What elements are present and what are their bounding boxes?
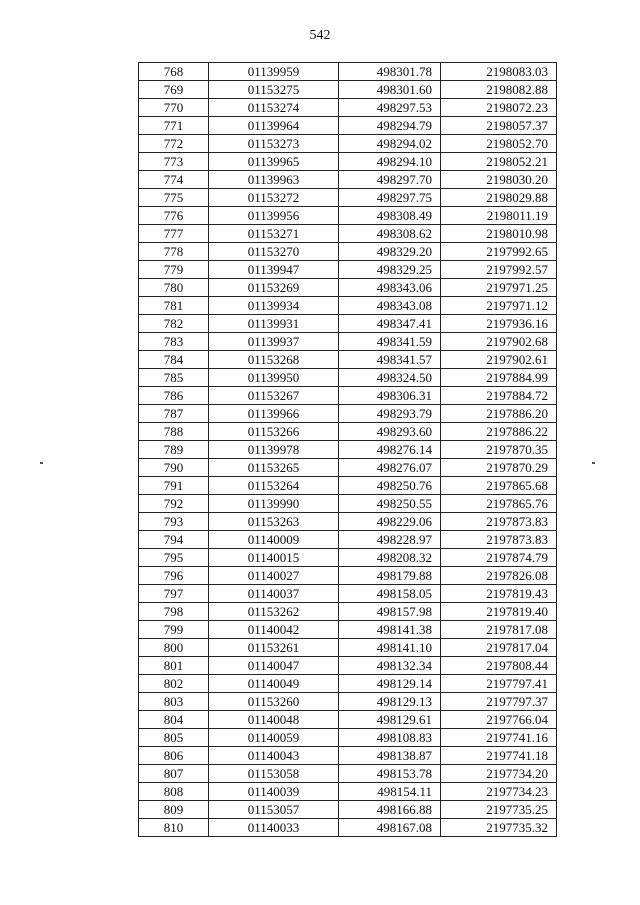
table-row	[139, 747, 557, 765]
point-code-cell: 01153267	[209, 387, 339, 405]
y-coordinate-cell: 2197874.79	[441, 549, 557, 567]
x-coordinate-cell: 498141.10	[339, 639, 441, 657]
table-row	[139, 639, 557, 657]
y-coordinate-cell: 2198010.98	[441, 225, 557, 243]
point-code-cell: 01153265	[209, 459, 339, 477]
point-number-cell: 772	[139, 135, 209, 153]
table-row	[139, 477, 557, 495]
scan-speck-left	[40, 462, 43, 464]
table-row	[139, 135, 557, 153]
point-code-cell: 01140009	[209, 531, 339, 549]
table-row	[139, 693, 557, 711]
point-code-cell: 01140049	[209, 675, 339, 693]
table-row	[139, 333, 557, 351]
y-coordinate-cell: 2197865.68	[441, 477, 557, 495]
table-row	[139, 657, 557, 675]
y-coordinate-cell: 2197817.04	[441, 639, 557, 657]
point-code-cell: 01139959	[209, 63, 339, 81]
y-coordinate-cell: 2197735.25	[441, 801, 557, 819]
point-code-cell: 01153264	[209, 477, 339, 495]
x-coordinate-cell: 498306.31	[339, 387, 441, 405]
point-code-cell: 01140059	[209, 729, 339, 747]
table-row	[139, 819, 557, 837]
table-row	[139, 423, 557, 441]
point-number-cell: 782	[139, 315, 209, 333]
point-code-cell: 01153057	[209, 801, 339, 819]
point-code-cell: 01153058	[209, 765, 339, 783]
x-coordinate-cell: 498138.87	[339, 747, 441, 765]
y-coordinate-cell: 2197992.57	[441, 261, 557, 279]
x-coordinate-cell: 498343.06	[339, 279, 441, 297]
y-coordinate-cell: 2197884.99	[441, 369, 557, 387]
point-code-cell: 01139956	[209, 207, 339, 225]
y-coordinate-cell: 2198083.03	[441, 63, 557, 81]
point-number-cell: 781	[139, 297, 209, 315]
table-row	[139, 675, 557, 693]
table-row	[139, 531, 557, 549]
x-coordinate-cell: 498153.78	[339, 765, 441, 783]
point-code-cell: 01153270	[209, 243, 339, 261]
point-number-cell: 787	[139, 405, 209, 423]
point-number-cell: 769	[139, 81, 209, 99]
point-number-cell: 789	[139, 441, 209, 459]
y-coordinate-cell: 2198072.23	[441, 99, 557, 117]
y-coordinate-cell: 2198011.19	[441, 207, 557, 225]
x-coordinate-cell: 498293.60	[339, 423, 441, 441]
table-row	[139, 171, 557, 189]
point-code-cell: 01153271	[209, 225, 339, 243]
y-coordinate-cell: 2197826.08	[441, 567, 557, 585]
x-coordinate-cell: 498132.34	[339, 657, 441, 675]
table-row	[139, 153, 557, 171]
x-coordinate-cell: 498329.20	[339, 243, 441, 261]
point-code-cell: 01153272	[209, 189, 339, 207]
y-coordinate-cell: 2197734.20	[441, 765, 557, 783]
point-code-cell: 01139965	[209, 153, 339, 171]
point-number-cell: 778	[139, 243, 209, 261]
y-coordinate-cell: 2197797.37	[441, 693, 557, 711]
x-coordinate-cell: 498129.13	[339, 693, 441, 711]
y-coordinate-cell: 2197741.16	[441, 729, 557, 747]
point-code-cell: 01139947	[209, 261, 339, 279]
x-coordinate-cell: 498294.10	[339, 153, 441, 171]
point-number-cell: 793	[139, 513, 209, 531]
point-code-cell: 01140047	[209, 657, 339, 675]
point-code-cell: 01139978	[209, 441, 339, 459]
point-number-cell: 802	[139, 675, 209, 693]
y-coordinate-cell: 2197808.44	[441, 657, 557, 675]
point-code-cell: 01140015	[209, 549, 339, 567]
x-coordinate-cell: 498276.07	[339, 459, 441, 477]
point-number-cell: 776	[139, 207, 209, 225]
x-coordinate-cell: 498276.14	[339, 441, 441, 459]
x-coordinate-cell: 498294.02	[339, 135, 441, 153]
table-row	[139, 63, 557, 81]
point-number-cell: 770	[139, 99, 209, 117]
point-number-cell: 801	[139, 657, 209, 675]
point-code-cell: 01153269	[209, 279, 339, 297]
page-number: 542	[309, 28, 331, 43]
x-coordinate-cell: 498157.98	[339, 603, 441, 621]
x-coordinate-cell: 498347.41	[339, 315, 441, 333]
point-number-cell: 773	[139, 153, 209, 171]
point-code-cell: 01140042	[209, 621, 339, 639]
point-number-cell: 794	[139, 531, 209, 549]
point-code-cell: 01139934	[209, 297, 339, 315]
table-row	[139, 189, 557, 207]
y-coordinate-cell: 2197766.04	[441, 711, 557, 729]
y-coordinate-cell: 2198057.37	[441, 117, 557, 135]
x-coordinate-cell: 498158.05	[339, 585, 441, 603]
point-number-cell: 796	[139, 567, 209, 585]
table-row	[139, 369, 557, 387]
table-row	[139, 81, 557, 99]
x-coordinate-cell: 498341.57	[339, 351, 441, 369]
point-number-cell: 792	[139, 495, 209, 513]
x-coordinate-cell: 498208.32	[339, 549, 441, 567]
point-code-cell: 01140037	[209, 585, 339, 603]
point-number-cell: 799	[139, 621, 209, 639]
point-number-cell: 804	[139, 711, 209, 729]
table-row	[139, 621, 557, 639]
x-coordinate-cell: 498250.55	[339, 495, 441, 513]
point-number-cell: 803	[139, 693, 209, 711]
point-number-cell: 791	[139, 477, 209, 495]
table-row	[139, 585, 557, 603]
table-row	[139, 207, 557, 225]
table-row	[139, 225, 557, 243]
y-coordinate-cell: 2197936.16	[441, 315, 557, 333]
y-coordinate-cell: 2198029.88	[441, 189, 557, 207]
point-number-cell: 774	[139, 171, 209, 189]
x-coordinate-cell: 498341.59	[339, 333, 441, 351]
y-coordinate-cell: 2197873.83	[441, 513, 557, 531]
point-number-cell: 788	[139, 423, 209, 441]
x-coordinate-cell: 498329.25	[339, 261, 441, 279]
table-row	[139, 99, 557, 117]
y-coordinate-cell: 2197902.68	[441, 333, 557, 351]
x-coordinate-cell: 498308.62	[339, 225, 441, 243]
y-coordinate-cell: 2198052.21	[441, 153, 557, 171]
x-coordinate-cell: 498229.06	[339, 513, 441, 531]
point-code-cell: 01139990	[209, 495, 339, 513]
point-code-cell: 01139964	[209, 117, 339, 135]
point-code-cell: 01139937	[209, 333, 339, 351]
point-number-cell: 784	[139, 351, 209, 369]
point-code-cell: 01139966	[209, 405, 339, 423]
table-row	[139, 765, 557, 783]
table-row	[139, 243, 557, 261]
y-coordinate-cell: 2197735.32	[441, 819, 557, 837]
x-coordinate-cell: 498294.79	[339, 117, 441, 135]
y-coordinate-cell: 2197797.41	[441, 675, 557, 693]
x-coordinate-cell: 498228.97	[339, 531, 441, 549]
table-row	[139, 549, 557, 567]
table-row	[139, 261, 557, 279]
point-code-cell: 01139950	[209, 369, 339, 387]
y-coordinate-cell: 2197902.61	[441, 351, 557, 369]
y-coordinate-cell: 2197992.65	[441, 243, 557, 261]
point-number-cell: 771	[139, 117, 209, 135]
y-coordinate-cell: 2197884.72	[441, 387, 557, 405]
table-row	[139, 279, 557, 297]
point-number-cell: 779	[139, 261, 209, 279]
table-row	[139, 117, 557, 135]
table-row	[139, 315, 557, 333]
x-coordinate-cell: 498308.49	[339, 207, 441, 225]
scan-speck-right	[592, 462, 595, 464]
x-coordinate-cell: 498293.79	[339, 405, 441, 423]
y-coordinate-cell: 2198030.20	[441, 171, 557, 189]
point-number-cell: 806	[139, 747, 209, 765]
point-number-cell: 777	[139, 225, 209, 243]
point-number-cell: 783	[139, 333, 209, 351]
x-coordinate-cell: 498108.83	[339, 729, 441, 747]
point-code-cell: 01140033	[209, 819, 339, 837]
x-coordinate-cell: 498250.76	[339, 477, 441, 495]
table-row	[139, 801, 557, 819]
y-coordinate-cell: 2197886.22	[441, 423, 557, 441]
point-number-cell: 810	[139, 819, 209, 837]
point-code-cell: 01153260	[209, 693, 339, 711]
x-coordinate-cell: 498297.75	[339, 189, 441, 207]
x-coordinate-cell: 498301.60	[339, 81, 441, 99]
y-coordinate-cell: 2198082.88	[441, 81, 557, 99]
point-code-cell: 01153262	[209, 603, 339, 621]
point-number-cell: 798	[139, 603, 209, 621]
table-row	[139, 405, 557, 423]
table-row	[139, 711, 557, 729]
y-coordinate-cell: 2197741.18	[441, 747, 557, 765]
point-code-cell: 01153261	[209, 639, 339, 657]
point-code-cell: 01153266	[209, 423, 339, 441]
table-row	[139, 567, 557, 585]
point-number-cell: 768	[139, 63, 209, 81]
point-number-cell: 775	[139, 189, 209, 207]
y-coordinate-cell: 2197819.40	[441, 603, 557, 621]
y-coordinate-cell: 2197971.12	[441, 297, 557, 315]
x-coordinate-cell: 498297.70	[339, 171, 441, 189]
y-coordinate-cell: 2197817.08	[441, 621, 557, 639]
point-code-cell: 01153273	[209, 135, 339, 153]
point-number-cell: 808	[139, 783, 209, 801]
point-number-cell: 809	[139, 801, 209, 819]
point-code-cell: 01139931	[209, 315, 339, 333]
point-code-cell: 01140027	[209, 567, 339, 585]
x-coordinate-cell: 498166.88	[339, 801, 441, 819]
table-row	[139, 783, 557, 801]
point-number-cell: 807	[139, 765, 209, 783]
table-row	[139, 351, 557, 369]
point-code-cell: 01140048	[209, 711, 339, 729]
y-coordinate-cell: 2197734.23	[441, 783, 557, 801]
table-row	[139, 495, 557, 513]
point-number-cell: 790	[139, 459, 209, 477]
x-coordinate-cell: 498179.88	[339, 567, 441, 585]
x-coordinate-cell: 498167.08	[339, 819, 441, 837]
x-coordinate-cell: 498324.50	[339, 369, 441, 387]
point-code-cell: 01153263	[209, 513, 339, 531]
point-code-cell: 01140039	[209, 783, 339, 801]
table-row	[139, 441, 557, 459]
table-row	[139, 603, 557, 621]
x-coordinate-cell: 498141.38	[339, 621, 441, 639]
y-coordinate-cell: 2197971.25	[441, 279, 557, 297]
table-body	[139, 63, 557, 837]
point-number-cell: 797	[139, 585, 209, 603]
point-code-cell: 01153274	[209, 99, 339, 117]
y-coordinate-cell: 2197873.83	[441, 531, 557, 549]
y-coordinate-cell: 2197819.43	[441, 585, 557, 603]
x-coordinate-cell: 498129.61	[339, 711, 441, 729]
point-code-cell: 01140043	[209, 747, 339, 765]
x-coordinate-cell: 498297.53	[339, 99, 441, 117]
table-row	[139, 387, 557, 405]
point-code-cell: 01153275	[209, 81, 339, 99]
y-coordinate-cell: 2197865.76	[441, 495, 557, 513]
x-coordinate-cell: 498343.08	[339, 297, 441, 315]
coordinates-table	[138, 62, 557, 837]
table-row	[139, 513, 557, 531]
y-coordinate-cell: 2198052.70	[441, 135, 557, 153]
y-coordinate-cell: 2197886.20	[441, 405, 557, 423]
point-number-cell: 795	[139, 549, 209, 567]
point-number-cell: 785	[139, 369, 209, 387]
y-coordinate-cell: 2197870.29	[441, 459, 557, 477]
point-number-cell: 805	[139, 729, 209, 747]
x-coordinate-cell: 498129.14	[339, 675, 441, 693]
x-coordinate-cell: 498154.11	[339, 783, 441, 801]
y-coordinate-cell: 2197870.35	[441, 441, 557, 459]
point-number-cell: 786	[139, 387, 209, 405]
point-code-cell: 01139963	[209, 171, 339, 189]
table-row	[139, 297, 557, 315]
point-number-cell: 780	[139, 279, 209, 297]
x-coordinate-cell: 498301.78	[339, 63, 441, 81]
point-code-cell: 01153268	[209, 351, 339, 369]
table-row	[139, 459, 557, 477]
point-number-cell: 800	[139, 639, 209, 657]
table-row	[139, 729, 557, 747]
